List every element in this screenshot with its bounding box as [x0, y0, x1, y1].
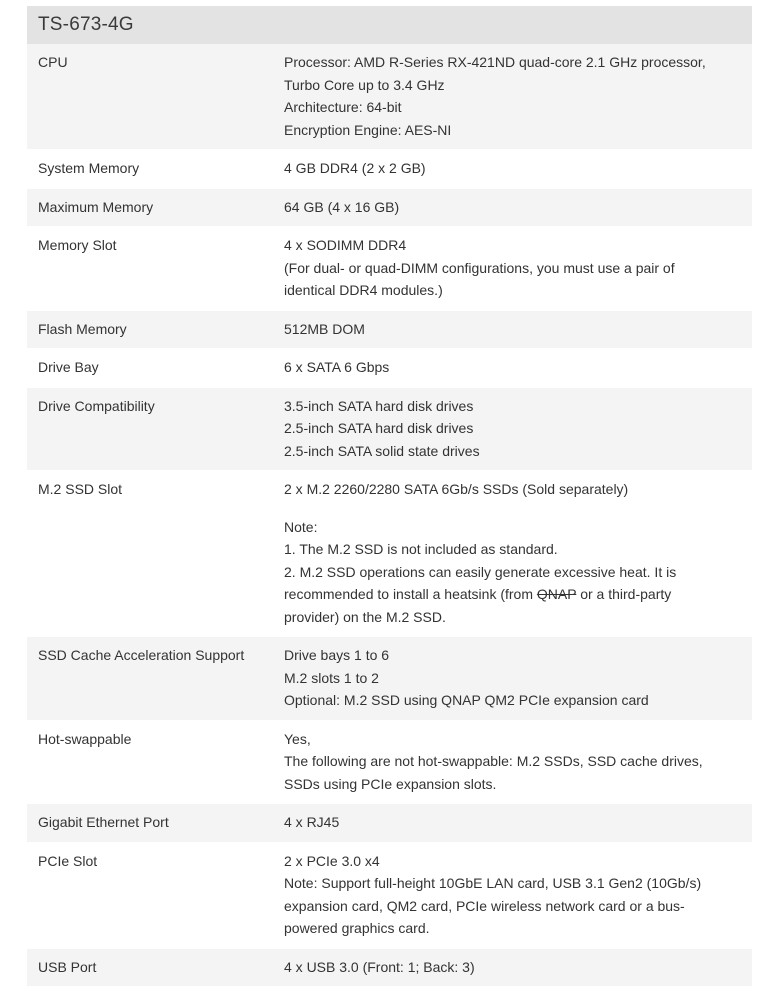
spec-value-line: recommended to install a heatsink (from QNAP or a third-party [284, 583, 740, 606]
spec-value [284, 234, 752, 302]
spec-value-line: 6 x SATA 6 Gbps [284, 356, 740, 379]
spec-value [284, 811, 752, 834]
spec-value [284, 644, 752, 712]
spec-value-line: powered graphics card. [284, 917, 740, 940]
spec-row [27, 150, 752, 189]
spec-value-line: SSDs using PCIe expansion slots. [284, 773, 740, 796]
spec-value-line: Yes, [284, 728, 740, 751]
spec-value-line: Architecture: 64-bit [284, 96, 740, 119]
spec-row [27, 44, 752, 150]
spec-value-line: 64 GB (4 x 16 GB) [284, 196, 740, 219]
spec-value-line: Note: [284, 516, 740, 539]
spec-row [27, 721, 752, 805]
spec-label: PCIe Slot [27, 850, 284, 940]
spec-value [284, 956, 752, 979]
spec-rows [27, 44, 752, 987]
spec-row [27, 471, 752, 637]
struck-text: QNAP [537, 586, 576, 602]
spec-value-line: Drive bays 1 to 6 [284, 644, 740, 667]
spec-value-line: 4 x SODIMM DDR4 [284, 234, 740, 257]
spec-row [27, 388, 752, 472]
spec-row [27, 189, 752, 228]
spec-label: Memory Slot [27, 234, 284, 302]
spec-value-line: provider) on the M.2 SSD. [284, 606, 740, 629]
spec-row [27, 637, 752, 721]
spec-label: CPU [27, 51, 284, 141]
spec-value-line: M.2 slots 1 to 2 [284, 667, 740, 690]
spec-value [284, 478, 752, 628]
spec-value-line: 512MB DOM [284, 318, 740, 341]
spec-row [27, 949, 752, 987]
spec-value-line: 4 x RJ45 [284, 811, 740, 834]
spec-label: M.2 SSD Slot [27, 478, 284, 628]
spec-value [284, 395, 752, 463]
spec-value [284, 51, 752, 141]
spec-value-line: Optional: M.2 SSD using QNAP QM2 PCIe expansion card [284, 689, 740, 712]
spec-value [284, 196, 752, 219]
spec-value-line: 3.5-inch SATA hard disk drives [284, 395, 740, 418]
spec-value-line [284, 501, 740, 516]
spec-value-line: Note: Support full-height 10GbE LAN card, USB 3.1 Gen2 (10Gb/s) [284, 872, 740, 895]
spec-value-line: The following are not hot-swappable: M.2 SSDs, SSD cache drives, [284, 750, 740, 773]
spec-row [27, 843, 752, 949]
spec-label: Drive Compatibility [27, 395, 284, 463]
spec-label: Hot-swappable [27, 728, 284, 796]
spec-label: Maximum Memory [27, 196, 284, 219]
spec-value-line: 2. M.2 SSD operations can easily generate excessive heat. It is [284, 561, 740, 584]
spec-value-line: 1. The M.2 SSD is not included as standard. [284, 538, 740, 561]
spec-row [27, 349, 752, 388]
spec-label: Flash Memory [27, 318, 284, 341]
spec-row [27, 804, 752, 843]
spec-row [27, 227, 752, 311]
spec-label: SSD Cache Acceleration Support [27, 644, 284, 712]
spec-value [284, 850, 752, 940]
spec-value-line: expansion card, QM2 card, PCIe wireless network card or a bus- [284, 895, 740, 918]
spec-value [284, 318, 752, 341]
spec-value-line: (For dual- or quad-DIMM configurations, you must use a pair of [284, 257, 740, 280]
spec-value-line: 4 x USB 3.0 (Front: 1; Back: 3) [284, 956, 740, 979]
spec-value [284, 356, 752, 379]
spec-value-line: Encryption Engine: AES-NI [284, 119, 740, 142]
spec-label: Gigabit Ethernet Port [27, 811, 284, 834]
spec-value-line: 2 x PCIe 3.0 x4 [284, 850, 740, 873]
spec-table-title: TS-673-4G [27, 6, 752, 44]
spec-value-line: 2.5-inch SATA hard disk drives [284, 417, 740, 440]
spec-value-line: 4 GB DDR4 (2 x 2 GB) [284, 157, 740, 180]
spec-value-line: 2 x M.2 2260/2280 SATA 6Gb/s SSDs (Sold separately) [284, 478, 740, 501]
spec-value-line: 2.5-inch SATA solid state drives [284, 440, 740, 463]
spec-value-line: Processor: AMD R-Series RX-421ND quad-core 2.1 GHz processor, [284, 51, 740, 74]
spec-row [27, 311, 752, 350]
spec-table [27, 6, 752, 987]
spec-value-line: Turbo Core up to 3.4 GHz [284, 74, 740, 97]
spec-label: Drive Bay [27, 356, 284, 379]
spec-label: System Memory [27, 157, 284, 180]
spec-value [284, 157, 752, 180]
spec-value [284, 728, 752, 796]
spec-value-line: identical DDR4 modules.) [284, 279, 740, 302]
spec-label: USB Port [27, 956, 284, 979]
